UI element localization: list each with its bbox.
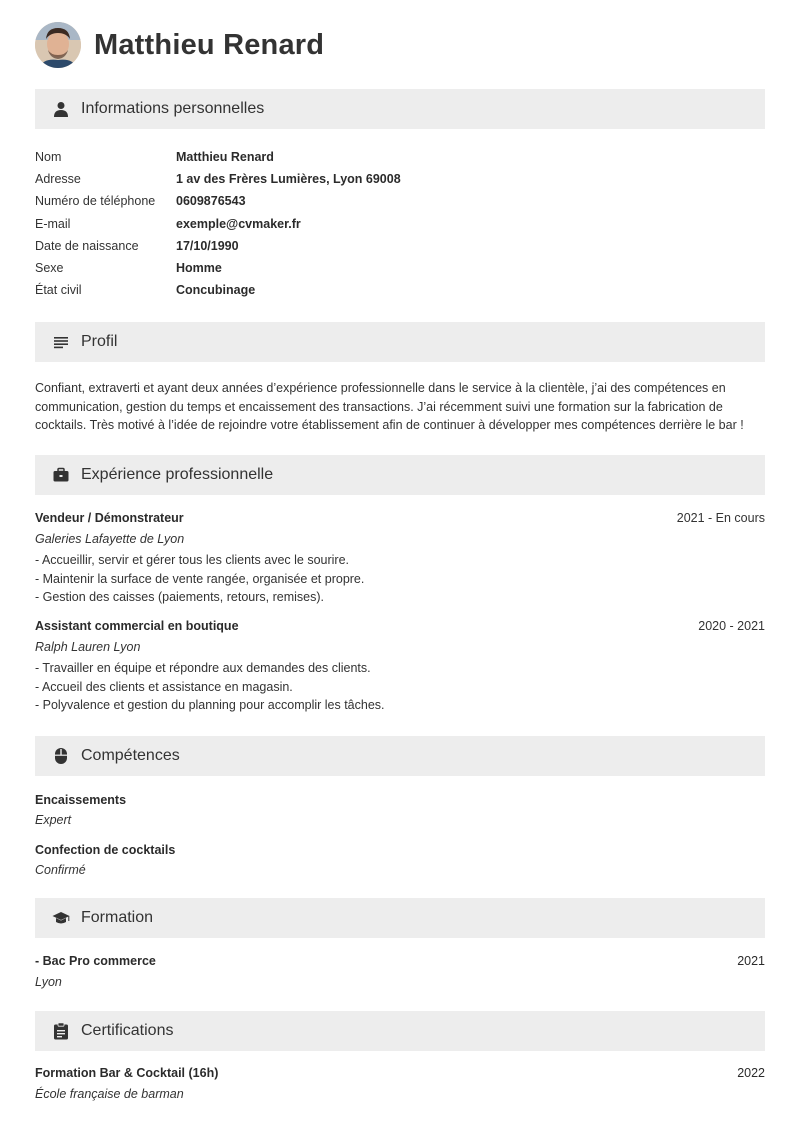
info-value: exemple@cvmaker.fr bbox=[176, 216, 301, 231]
profile-line: cocktails. Très motivé à l’idée de rejoindre votre établissement afin de continuer à développer mes compétences derrière le bar ! bbox=[35, 418, 744, 433]
job-bullet: - Polyvalence et gestion du planning pour accomplir les tâches. bbox=[35, 698, 385, 712]
resume-header bbox=[35, 22, 324, 68]
section-education bbox=[35, 898, 765, 938]
certification-date: 2022 bbox=[737, 1066, 765, 1080]
info-row bbox=[35, 257, 765, 279]
certification-title: Formation Bar & Cocktail (16h) bbox=[35, 1066, 219, 1080]
info-value: Concubinage bbox=[176, 283, 256, 298]
job-bullet: - Gestion des caisses (paiements, retours, remises). bbox=[35, 590, 324, 604]
info-label: État civil bbox=[35, 283, 82, 298]
info-row bbox=[35, 213, 765, 235]
section-title: Certifications bbox=[81, 1022, 174, 1039]
section-profile bbox=[35, 322, 765, 362]
graduation-cap-icon bbox=[52, 909, 70, 927]
skill-level: Expert bbox=[35, 813, 72, 827]
info-label: Date de naissance bbox=[35, 238, 139, 253]
education-date: 2021 bbox=[737, 954, 765, 968]
job-date: 2021 - En cours bbox=[676, 511, 765, 525]
education-title: - Bac Pro commerce bbox=[35, 954, 156, 968]
job-bullets bbox=[35, 551, 765, 607]
education-entry bbox=[35, 951, 765, 993]
info-value: Matthieu Renard bbox=[176, 150, 274, 165]
info-label: Numéro de téléphone bbox=[35, 194, 156, 209]
info-label: E-mail bbox=[35, 216, 71, 231]
job-bullets bbox=[35, 659, 765, 715]
info-row bbox=[35, 235, 765, 257]
job-title: Assistant commercial en boutique bbox=[35, 619, 239, 633]
person-icon bbox=[52, 100, 70, 118]
section-certifications bbox=[35, 1011, 765, 1051]
section-personal-info bbox=[35, 89, 765, 129]
info-row bbox=[35, 190, 765, 212]
skill-entry bbox=[35, 790, 765, 830]
section-title: Expérience professionnelle bbox=[81, 466, 274, 483]
job-entry bbox=[35, 508, 765, 607]
info-value: 17/10/1990 bbox=[176, 238, 239, 253]
skill-name: Confection de cocktails bbox=[35, 843, 176, 857]
certification-school: École française de barman bbox=[35, 1087, 184, 1101]
info-label: Nom bbox=[35, 150, 62, 165]
section-title: Profil bbox=[81, 333, 118, 350]
info-row bbox=[35, 279, 765, 301]
section-skills bbox=[35, 736, 765, 776]
info-label: Adresse bbox=[35, 172, 81, 187]
info-value: 1 av des Frères Lumières, Lyon 69008 bbox=[176, 172, 401, 187]
profile-line: communication, gestion du temps et encaissement des transactions. J’ai récemment suivi une formation sur la fabrication de bbox=[35, 399, 723, 414]
personal-info-table bbox=[35, 146, 765, 301]
avatar bbox=[35, 22, 81, 68]
job-bullet: - Travailler en équipe et répondre aux demandes des clients. bbox=[35, 661, 371, 675]
job-date: 2020 - 2021 bbox=[698, 619, 765, 633]
skill-entry bbox=[35, 840, 765, 880]
info-value: Homme bbox=[176, 261, 222, 276]
skill-name: Encaissements bbox=[35, 793, 127, 807]
job-bullet: - Maintenir la surface de vente rangée, organisée et propre. bbox=[35, 571, 365, 586]
section-title: Formation bbox=[81, 909, 154, 926]
job-entry bbox=[35, 616, 765, 715]
briefcase-icon bbox=[52, 466, 70, 484]
clipboard-icon bbox=[52, 1022, 70, 1040]
profile-text bbox=[35, 379, 765, 435]
info-row bbox=[35, 168, 765, 190]
skill-level: Confirmé bbox=[35, 863, 86, 877]
job-company: Ralph Lauren Lyon bbox=[35, 640, 141, 654]
education-place: Lyon bbox=[35, 975, 62, 989]
job-bullet: - Accueillir, servir et gérer tous les clients avec le sourire. bbox=[35, 553, 350, 567]
section-title: Informations personnelles bbox=[81, 100, 265, 117]
job-company: Galeries Lafayette de Lyon bbox=[35, 532, 185, 546]
resume-name: Matthieu Renard bbox=[94, 28, 325, 61]
certification-entry bbox=[35, 1063, 765, 1105]
section-experience bbox=[35, 455, 765, 495]
profile-line: Confiant, extraverti et ayant deux années d’expérience professionnelle dans le service à la clientèle, j’ai des compétences en bbox=[35, 381, 726, 395]
section-title: Compétences bbox=[81, 747, 180, 764]
text-lines-icon bbox=[52, 333, 70, 351]
info-row bbox=[35, 146, 765, 168]
info-label: Sexe bbox=[35, 261, 64, 276]
mouse-icon bbox=[52, 747, 70, 765]
job-title: Vendeur / Démonstrateur bbox=[35, 511, 184, 525]
job-bullet: - Accueil des clients et assistance en magasin. bbox=[35, 679, 293, 694]
info-value: 0609876543 bbox=[176, 194, 246, 209]
